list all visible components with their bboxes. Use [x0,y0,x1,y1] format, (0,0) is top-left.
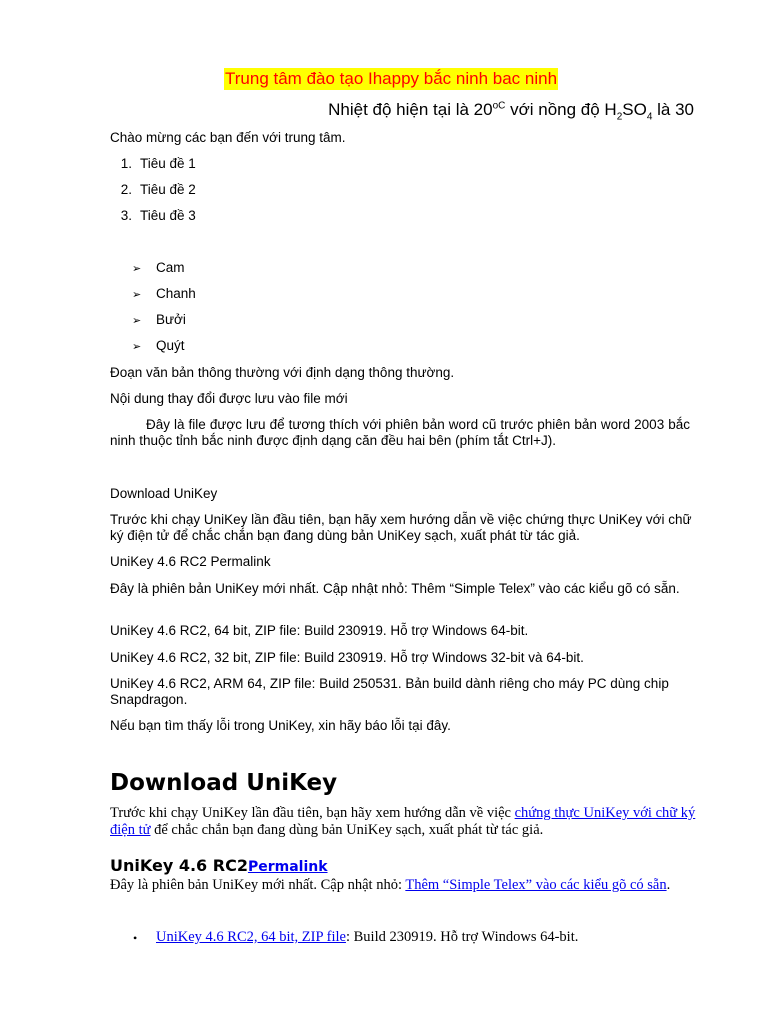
list-text: Tiêu đề 3 [140,208,196,223]
build-64-plain: UniKey 4.6 RC2, 64 bit, ZIP file: Build 230919. Hỗ trợ Windows 64-bit. [110,623,529,638]
list-item [110,156,196,172]
version-title: UniKey 4.6 RC2 [110,856,248,875]
report-paragraph-plain: Nếu bạn tìm thấy lỗi trong UniKey, xin hãy báo lỗi tại đây. [110,718,451,733]
download-heading-plain: Download UniKey [110,486,218,501]
arrow-list-text: Chanh [156,286,196,301]
version-heading-plain: UniKey 4.6 RC2 Permalink [110,554,271,569]
justified-paragraph: Đây là file được lưu để tương thích với phiên bản word cũ trước phiên bản word 2003 bắc ninh thuộc tỉnh bắc ninh được định dạng căn đều hai bên (phím tắt Ctrl+J). [110,417,690,448]
latest-text-before: Đây là phiên bản UniKey mới nhất. Cập nhật nhỏ: [110,877,406,893]
list-item [110,182,196,198]
list-number: 1. [120,156,132,171]
download-list-text [156,929,578,946]
temperature-line [328,99,694,121]
arrow-bullet-icon: ➢ [132,341,142,353]
temperature-middle: với nồng độ H [505,100,617,119]
download-64bit-link[interactable]: UniKey 4.6 RC2, 64 bit, ZIP file [156,929,346,945]
list-number: 3. [120,208,132,223]
intro-paragraph-plain: Trước khi chạy UniKey lần đầu tiên, bạn hãy xem hướng dẫn về việc chứng thực UniKey với chữ ký điện tử để chắc chắn bạn đang dùng bản UniKey sạch, xuất phát từ tác giả. [110,512,692,543]
list-text: Tiêu đề 2 [140,182,196,197]
latest-paragraph [110,877,700,894]
arrow-bullet-icon: ➢ [132,289,142,301]
intro-paragraph [110,805,700,839]
welcome-text: Chào mừng các bạn đến với trung tâm. [110,130,346,145]
page-title: Trung tâm đào tạo Ihappy bắc ninh bac ninh [225,69,558,88]
temperature-suffix: là 30 [652,100,694,119]
download-64bit-text: : Build 230919. Hỗ trợ Windows 64-bit. [345,929,579,945]
download-heading: Download UniKey [110,770,338,796]
latest-text-after: . [666,877,671,893]
build-32-plain: UniKey 4.6 RC2, 32 bit, ZIP file: Build 230919. Hỗ trợ Windows 32-bit và 64-bit. [110,650,584,665]
arrow-bullet-icon: ➢ [132,315,142,327]
intro-text-before: Trước khi chạy UniKey lần đầu tiên, bạn hãy xem hướng dẫn về việc [110,805,515,821]
build-arm-plain: UniKey 4.6 RC2, ARM 64, ZIP file: Build 250531. Bản build dành riêng cho máy PC dùng chip Snapdragon. [110,676,669,707]
formula-sub-2: 4 [646,111,653,123]
temperature-unit: oC [492,100,506,112]
formula-so: SO [622,100,647,119]
formula-sub-1: 2 [616,111,623,123]
normal-paragraph: Đoạn văn bản thông thường với định dạng thông thường. [110,365,455,380]
temperature-prefix: Nhiệt độ hiện tại là 20 [328,100,493,119]
list-text: Tiêu đề 1 [140,156,196,171]
arrow-list-text: Cam [156,260,185,275]
latest-paragraph-plain: Đây là phiên bản UniKey mới nhất. Cập nhật nhỏ: Thêm “Simple Telex” vào các kiểu gõ có sẵn. [110,581,680,596]
simple-telex-link[interactable]: Thêm “Simple Telex” vào các kiểu gõ có sẵn [405,877,667,893]
saved-paragraph: Nội dung thay đổi được lưu vào file mới [110,391,348,406]
list-item [110,208,196,224]
version-heading [110,855,328,878]
arrow-bullet-icon: ➢ [132,263,142,275]
verify-unikey-link[interactable]: chứng thực UniKey với chữ ký điện tử [110,805,696,838]
bullet-dot-icon: • [133,931,138,945]
arrow-list-text: Bưởi [156,312,186,327]
permalink-link[interactable]: Permalink [247,859,328,875]
arrow-list-text: Quýt [156,338,185,353]
list-number: 2. [120,182,132,197]
intro-text-after: để chắc chắn bạn đang dùng bản UniKey sạch, xuất phát từ tác giả. [150,822,544,838]
